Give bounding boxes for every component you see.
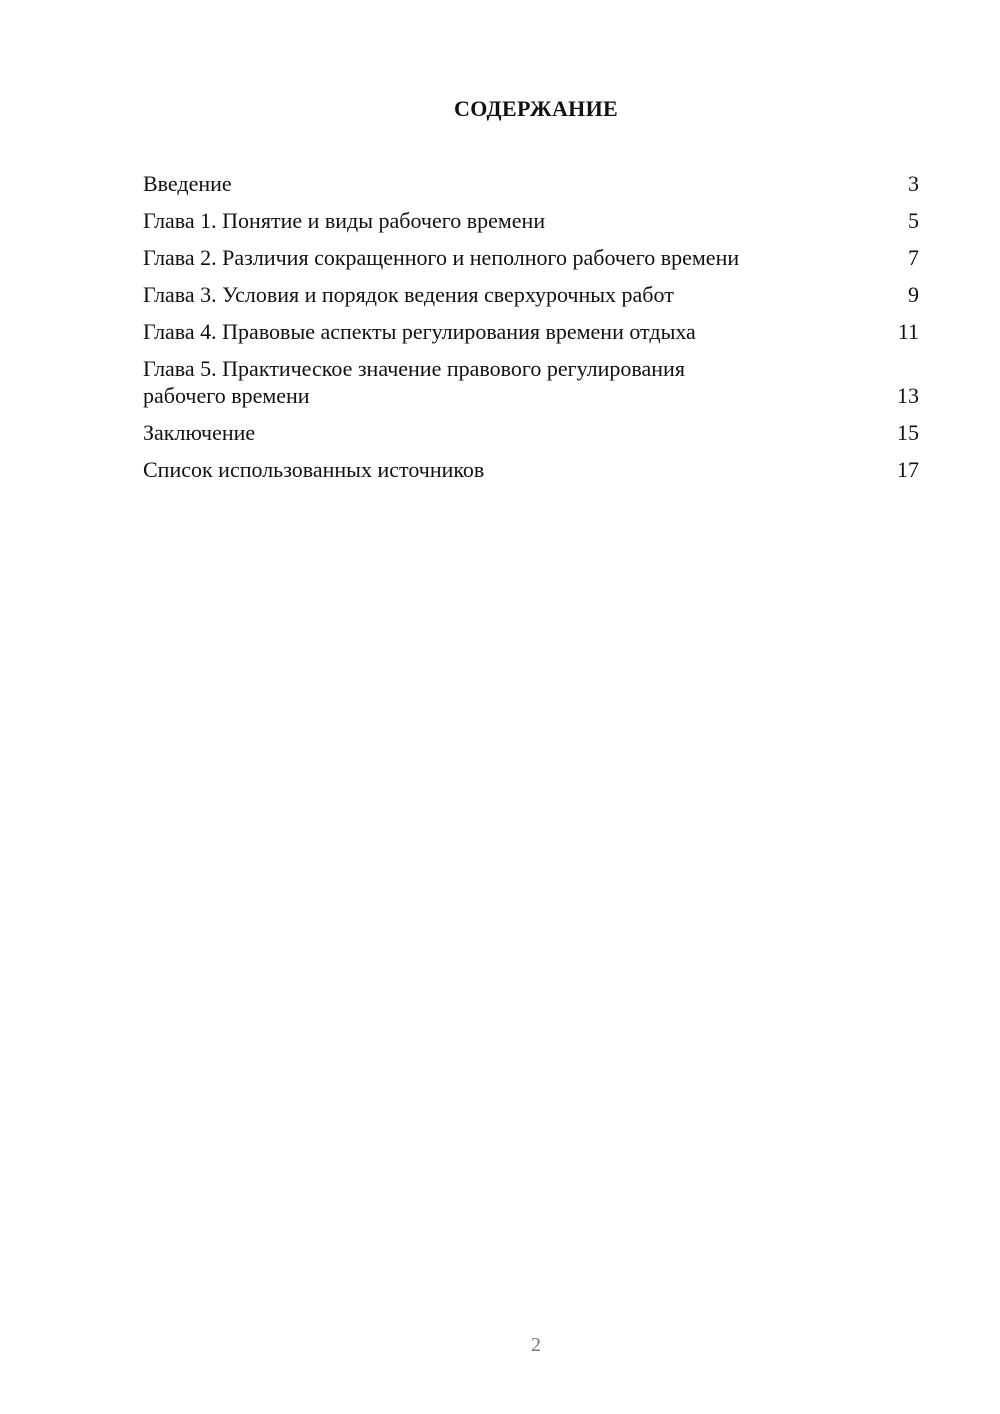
toc-entry-label: Глава 3. Условия и порядок ведения сверхурочных работ (143, 282, 674, 307)
toc-entry-page: 3 (908, 171, 919, 196)
toc-entry-page: 13 (897, 383, 919, 408)
toc-entry-label: Список использованных источников (143, 457, 485, 482)
toc-entry-references (143, 456, 919, 483)
toc-entry-introduction (143, 170, 919, 197)
table-of-contents (143, 170, 919, 493)
page-number: 2 (531, 1334, 541, 1356)
toc-entry-chapter-1 (143, 207, 919, 234)
page-title: СОДЕРЖАНИЕ (454, 96, 618, 121)
toc-entry-page: 17 (897, 457, 919, 482)
toc-entry-label: Введение (143, 171, 232, 196)
toc-entry-page: 5 (908, 208, 919, 233)
toc-entry-chapter-2 (143, 244, 919, 271)
toc-entry-label: Глава 5. Практическое значение правового регулирования рабочего времени (143, 356, 685, 408)
toc-entry-label: Глава 4. Правовые аспекты регулирования времени отдыха (143, 319, 696, 344)
toc-entry-page: 9 (908, 282, 919, 307)
toc-entry-page: 11 (897, 319, 919, 344)
toc-entry-chapter-5 (143, 355, 919, 409)
toc-entry-label: Заключение (143, 420, 256, 445)
toc-entry-chapter-3 (143, 281, 919, 308)
toc-entry-conclusion (143, 419, 919, 446)
toc-entry-page: 7 (908, 245, 919, 270)
toc-entry-label: Глава 1. Понятие и виды рабочего времени (143, 208, 546, 233)
toc-entry-page: 15 (897, 420, 919, 445)
toc-entry-chapter-4 (143, 318, 919, 345)
toc-entry-label: Глава 2. Различия сокращенного и неполного рабочего времени (143, 245, 740, 270)
